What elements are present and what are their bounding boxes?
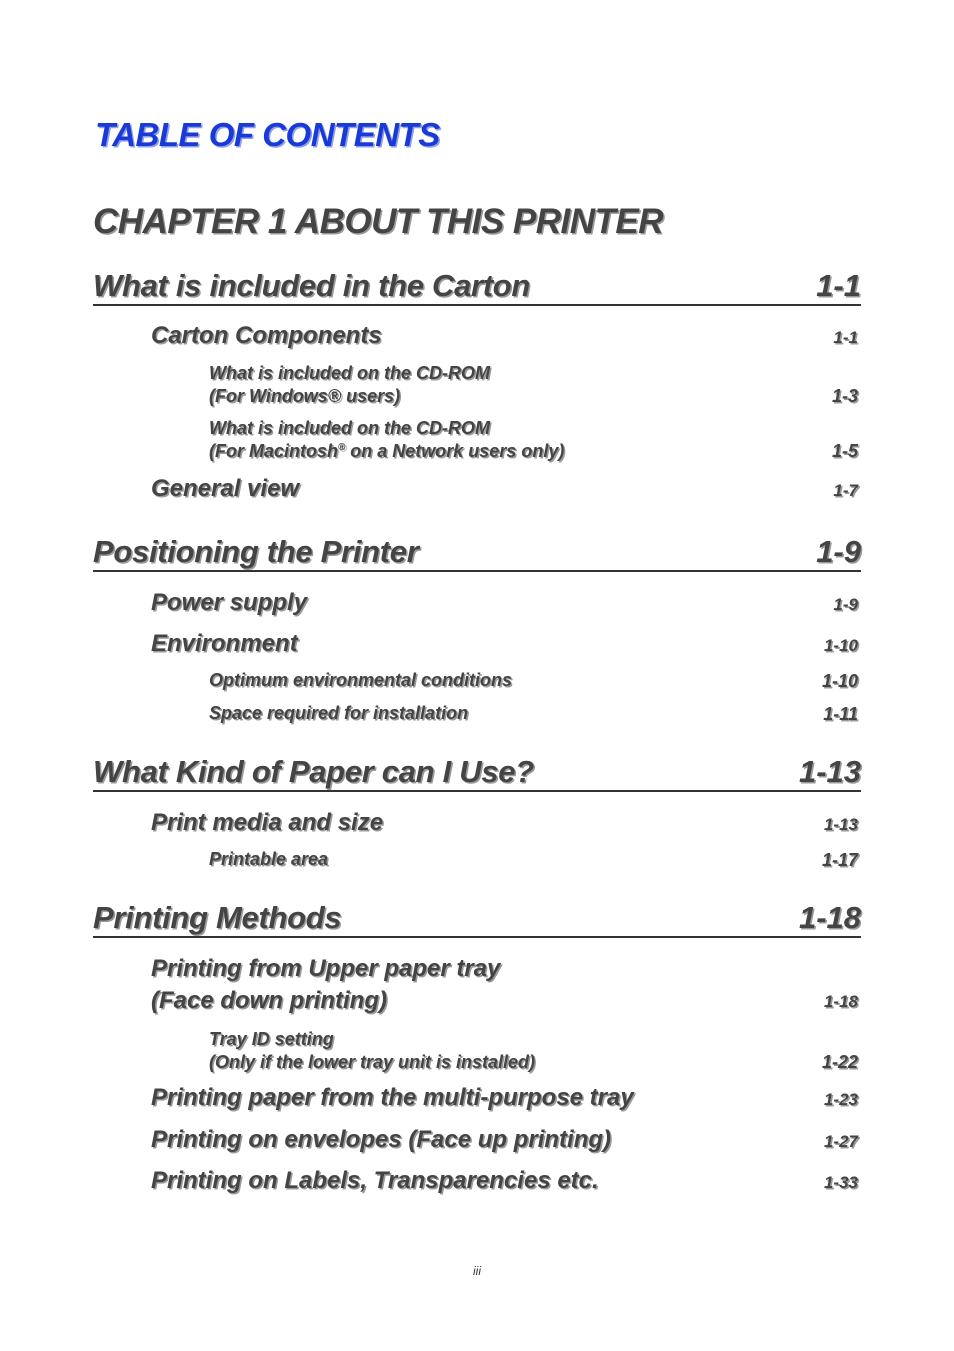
entry-page: 1-7 [833, 480, 858, 500]
toc-entry-printable-area[interactable] [209, 848, 858, 871]
entry-title-line2b: on a Network users only) [345, 440, 565, 461]
toc-entry-power-supply[interactable] [151, 587, 858, 619]
toc-entry-cd-mac[interactable] [209, 417, 858, 462]
entry-page: 1-13 [823, 814, 858, 834]
entry-title: Power supply [151, 589, 308, 616]
toc-entry-envelopes[interactable] [151, 1124, 858, 1156]
entry-title: Printing paper from the multi-purpose tray [151, 1084, 634, 1111]
entry-page: 1-33 [823, 1172, 858, 1192]
chapter-heading: CHAPTER 1 ABOUT THIS PRINTER [93, 202, 664, 241]
entry-title-line2: (For Windows® users) [209, 385, 401, 406]
section-page: 1-1 [816, 268, 861, 303]
entry-page: 1-17 [821, 849, 858, 870]
entry-title: Carton Components [151, 322, 382, 349]
toc-entry-upper-tray[interactable] [151, 953, 858, 1016]
registered-mark: ® [338, 441, 346, 453]
section-title: Printing Methods [93, 900, 342, 935]
entry-title: Space required for installation [209, 703, 469, 723]
toc-entry-environment[interactable] [151, 628, 858, 660]
toc-entry-tray-id[interactable] [209, 1028, 858, 1073]
entry-page: 1-27 [823, 1131, 858, 1151]
entry-page: 1-23 [823, 1089, 858, 1109]
entry-page: 1-11 [823, 703, 858, 724]
toc-entry-labels[interactable] [151, 1165, 858, 1197]
entry-title: Optimum environmental conditions [209, 670, 513, 690]
entry-title-line2: (Only if the lower tray unit is installed) [209, 1051, 536, 1072]
toc-title: TABLE OF CONTENTS [95, 116, 440, 153]
toc-entry-cd-windows[interactable] [209, 362, 858, 407]
entry-page: 1-5 [831, 441, 858, 461]
toc-entry-general-view[interactable] [151, 473, 858, 505]
toc-entry-multi-purpose[interactable] [151, 1082, 858, 1114]
entry-title: Environment [151, 630, 298, 657]
entry-title-line2a: (For Macintosh [209, 440, 338, 461]
entry-page: 1-9 [833, 594, 858, 614]
toc-entry-carton-components[interactable] [151, 320, 858, 352]
entry-title-line1: What is included on the CD-ROM [209, 363, 490, 383]
toc-entry-optimum-environment[interactable] [209, 669, 858, 692]
page-number: iii [473, 1264, 481, 1278]
toc-section-carton[interactable] [93, 262, 861, 306]
entry-page: 1-18 [823, 992, 858, 1012]
entry-title: General view [151, 475, 300, 502]
toc-entry-space-required[interactable] [209, 702, 858, 725]
section-page: 1-13 [798, 754, 861, 789]
toc-section-paper[interactable] [93, 748, 861, 792]
entry-title-line1: Tray ID setting [209, 1029, 334, 1049]
entry-title-line2 [209, 440, 858, 463]
entry-title: Print media and size [151, 809, 384, 836]
section-page: 1-18 [798, 900, 861, 935]
toc-entry-print-media[interactable] [151, 807, 858, 839]
entry-title: Printable area [209, 849, 329, 869]
section-title: What is included in the Carton [93, 268, 531, 303]
entry-title-line1: What is included on the CD-ROM [209, 418, 490, 438]
entry-page: 1-10 [821, 670, 858, 691]
entry-page: 1-22 [821, 1052, 858, 1072]
entry-title-line1: Printing from Upper paper tray [151, 955, 501, 982]
entry-title: Printing on envelopes (Face up printing) [151, 1126, 612, 1153]
section-title: Positioning the Printer [93, 534, 419, 569]
section-title: What Kind of Paper can I Use? [93, 754, 534, 789]
entry-page: 1-1 [833, 327, 858, 347]
toc-section-printing-methods[interactable] [93, 894, 861, 938]
entry-title-line2: (Face down printing) [151, 986, 387, 1014]
entry-title: Printing on Labels, Transparencies etc. [151, 1167, 599, 1194]
entry-page: 1-10 [823, 635, 858, 655]
toc-section-positioning[interactable] [93, 528, 861, 572]
entry-page: 1-3 [831, 386, 858, 406]
section-page: 1-9 [816, 534, 861, 569]
